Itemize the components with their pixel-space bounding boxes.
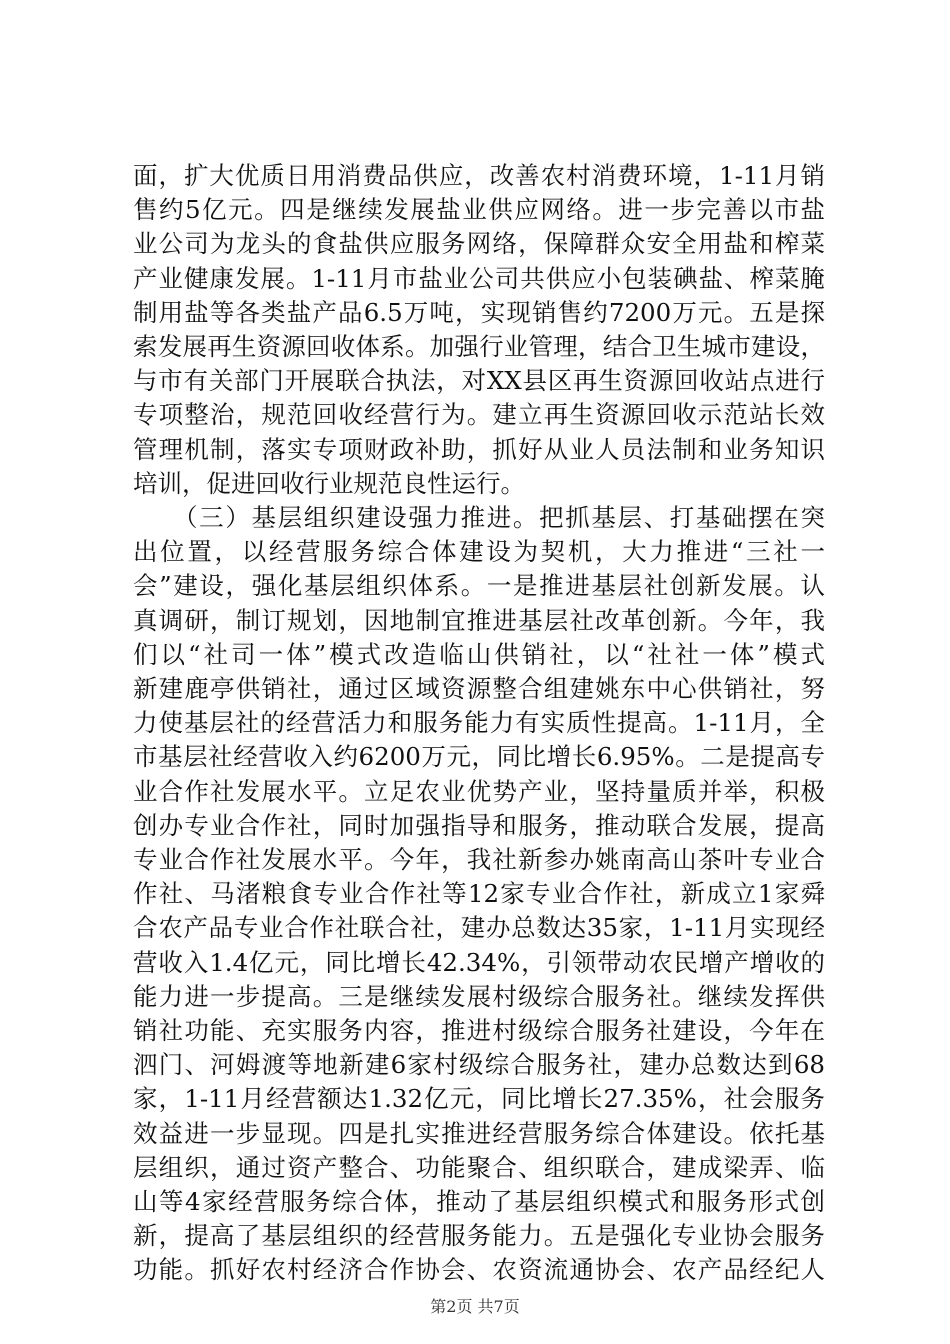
text-line: 家，1-11月经营额达1.32亿元，同比增长27.35%，社会服务 (133, 1084, 825, 1114)
text-line: 索发展再生资源回收体系。加强行业管理，结合卫生城市建设， (133, 332, 825, 361)
text-line: 营收入1.4亿元，同比增长42.34%，引领带动农民增产增收的 (133, 947, 825, 977)
text-line: 培训，促进回收行业规范良性运行。 (133, 468, 525, 498)
text-line: 新建鹿亭供销社，通过区域资源整合组建姚东中心供销社，努 (133, 674, 825, 703)
text-line: 出位置，以经营服务综合体建设为契机，大力推进“三社一 (133, 537, 825, 567)
text-line: 真调研，制订规划，因地制宜推进基层社改革创新。今年，我 (133, 605, 825, 635)
text-line: 功能。抓好农村经济合作协会、农资流通协会、农产品经纪人 (133, 1255, 825, 1285)
text-line: 市基层社经营收入约6200万元，同比增长6.95%。二是提高专 (133, 742, 825, 772)
text-line: 业合作社发展水平。立足农业优势产业，坚持量质并举，积极 (133, 776, 825, 806)
text-line: 能力进一步提高。三是继续发展村级综合服务社。继续发挥供 (133, 981, 825, 1011)
text-line: 产业健康发展。1-11月市盐业公司共供应小包装碘盐、榨菜腌 (133, 263, 825, 293)
text-line: 管理机制，落实专项财政补助，抓好从业人员法制和业务知识 (133, 434, 825, 464)
text-line: 新，提高了基层组织的经营服务能力。五是强化专业协会服务 (133, 1221, 825, 1251)
text-line: 业公司为龙头的食盐供应服务网络，保障群众安全用盐和榨菜 (133, 229, 825, 259)
text-line: 合农产品专业合作社联合社，建办总数达35家，1-11月实现经 (133, 913, 825, 943)
text-line: 专项整治，规范回收经营行为。建立再生资源回收示范站长效 (133, 400, 825, 430)
text-line: 制用盐等各类盐产品6.5万吨，实现销售约7200万元。五是探 (133, 297, 825, 327)
text-line: 层组织，通过资产整合、功能聚合、组织联合，建成梁弄、临 (133, 1152, 825, 1182)
text-line: 们以“社司一体”模式改造临山供销社，以“社社一体”模式 (133, 639, 825, 669)
text-line: 与市有关部门开展联合执法，对XX县区再生资源回收站点进行 (133, 366, 825, 396)
text-line: 作社、马渚粮食专业合作社等12家专业合作社，新成立1家舜 (133, 879, 825, 909)
text-line: 创办专业合作社，同时加强指导和服务，推动联合发展，提高 (133, 810, 825, 840)
text-line: 山等4家经营服务综合体，推动了基层组织模式和服务形式创 (133, 1187, 825, 1216)
text-line: 销社功能、充实服务内容，推进村级综合服务社建设，今年在 (133, 1016, 825, 1045)
text-line: （三）基层组织建设强力推进。把抓基层、打基础摆在突 (133, 503, 825, 532)
text-line: 会”建设，强化基层组织体系。一是推进基层社创新发展。认 (133, 571, 825, 601)
page-footer: 第2页 共7页 (430, 1297, 520, 1316)
text-line: 泗门、河姆渡等地新建6家村级综合服务社，建办总数达到68 (133, 1050, 825, 1080)
text-line: 面，扩大优质日用消费品供应，改善农村消费环境，1-11月销 (133, 161, 825, 190)
text-line: 售约5亿元。四是继续发展盐业供应网络。进一步完善以市盐 (133, 195, 825, 225)
text-line: 力使基层社的经营活力和服务能力有实质性提高。1-11月，全 (133, 708, 825, 738)
text-line: 效益进一步显现。四是扎实推进经营服务综合体建设。依托基 (133, 1118, 825, 1148)
text-line: 专业合作社发展水平。今年，我社新参办姚南高山茶叶专业合 (133, 845, 825, 874)
